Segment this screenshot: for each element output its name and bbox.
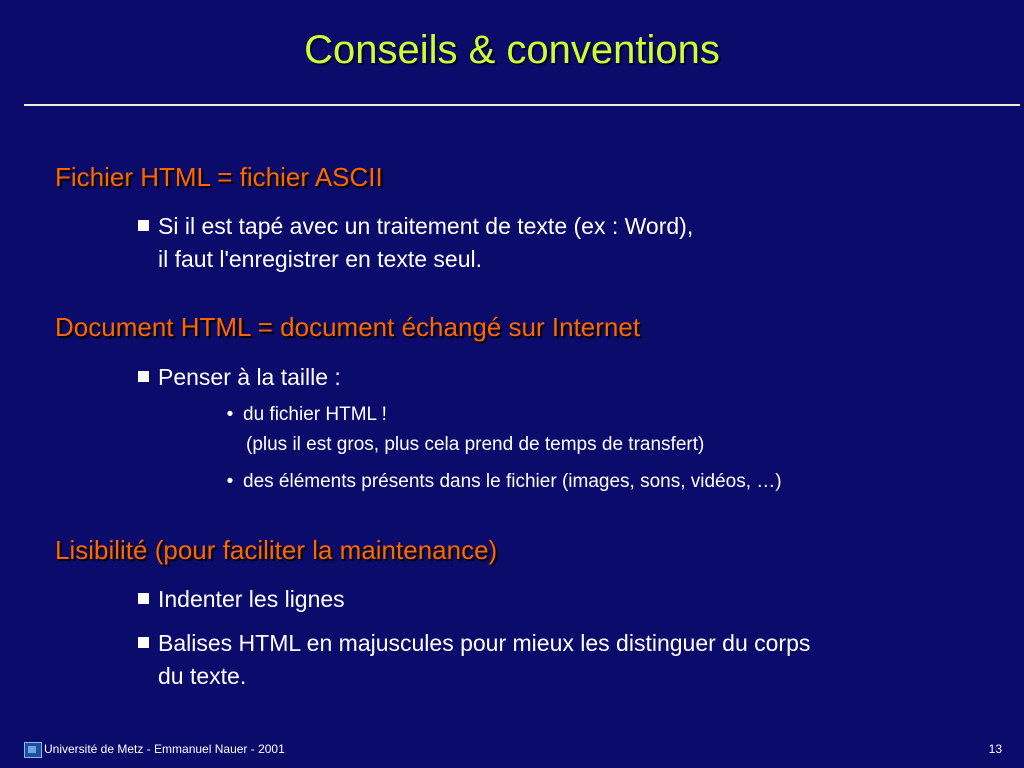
bullet-uppercase-tags: [138, 627, 810, 693]
section-heading-ascii: Fichier HTML = fichier ASCII: [55, 162, 383, 192]
subbullet-embedded-elements: [224, 467, 782, 497]
square-bullet-icon: [138, 593, 149, 604]
bullet-text-continuation: du texte.: [158, 663, 247, 689]
dot-bullet-icon: •: [226, 404, 234, 425]
bullet-text: Balises HTML en majuscules pour mieux les distinguer du corps: [158, 630, 811, 656]
page-number: 13: [988, 742, 1002, 756]
subbullet-text-continuation: (plus il est gros, plus cela prend de temps de transfert): [246, 434, 705, 455]
square-bullet-icon: [138, 220, 149, 231]
subbullet-text: des éléments présents dans le fichier (images, sons, vidéos, …): [243, 471, 782, 492]
footer-credit: Université de Metz - Emmanuel Nauer - 2001: [44, 742, 285, 756]
dot-bullet-icon: •: [226, 471, 234, 492]
bullet-text-continuation: il faut l'enregistrer en texte seul.: [158, 246, 482, 272]
bullet-text: Penser à la taille :: [158, 364, 341, 390]
slide-title: Conseils & conventions: [304, 28, 720, 72]
bullet-text: Si il est tapé avec un traitement de texte (ex : Word),: [158, 213, 694, 239]
bullet-size: [138, 361, 341, 394]
bullet-indent: [138, 583, 345, 616]
title-divider: [24, 104, 1020, 106]
square-bullet-icon: [138, 637, 149, 648]
bullet-text: Indenter les lignes: [158, 586, 345, 612]
university-logo-icon: [24, 742, 42, 758]
section-heading-internet: Document HTML = document échangé sur Internet: [55, 312, 641, 342]
subbullet-text: du fichier HTML !: [243, 404, 387, 425]
section-heading-readability: Lisibilité (pour faciliter la maintenance): [55, 535, 498, 565]
subbullet-html-file: [224, 400, 704, 460]
square-bullet-icon: [138, 371, 149, 382]
bullet-word-save: [138, 210, 693, 276]
